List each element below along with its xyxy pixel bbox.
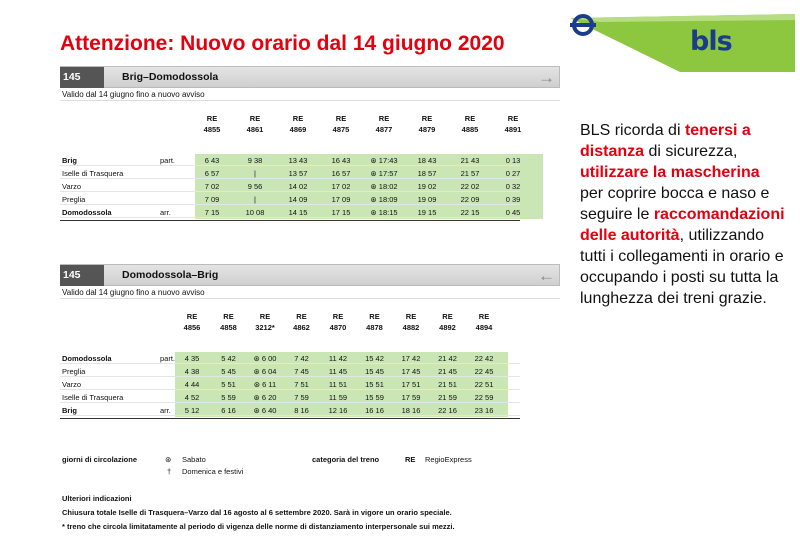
- train-number: 4875: [332, 125, 350, 134]
- notes-heading: Ulteriori indicazioni: [62, 494, 132, 503]
- train-category: RE: [421, 114, 433, 123]
- stop-flag: part.: [160, 354, 176, 363]
- time-cell: 21 59: [438, 393, 457, 402]
- time-cell: 11 59: [328, 393, 348, 402]
- bls-logo: [570, 14, 795, 72]
- notes-line2: * treno che circola limitatamente al periodo di vigenza delle norme di distanziamento interpersonale sui mezzi.: [62, 522, 455, 531]
- time-cell: 13 43: [288, 156, 308, 165]
- time-cell: 7 15: [204, 208, 220, 217]
- time-cell: 8 16: [294, 406, 309, 415]
- stop-name: Varzo: [62, 380, 82, 389]
- time-cell: ⊛ 6 04: [253, 367, 277, 376]
- route-bar: [60, 264, 560, 286]
- arrow-left-icon: ←: [538, 266, 555, 285]
- time-cell: 22 15: [460, 208, 480, 217]
- time-cell: 4 44: [184, 380, 200, 389]
- time-cell: 22 02: [460, 182, 480, 191]
- time-cell: 22 59: [474, 393, 494, 402]
- train-number: 4878: [366, 323, 383, 332]
- stop-flag: arr.: [160, 208, 171, 217]
- time-cell: 21 42: [438, 354, 457, 363]
- time-cell: 0 32: [505, 182, 521, 191]
- train-category: RE: [442, 312, 453, 321]
- time-cell: 11 42: [328, 354, 348, 363]
- train-category: RE: [249, 114, 261, 123]
- time-cell: 21 57: [460, 169, 480, 178]
- time-cell: |: [254, 169, 256, 178]
- time-cell: 7 09: [204, 195, 220, 204]
- stop-name: Iselle di Trasquera: [62, 169, 124, 178]
- notes-line1: Chiusura totale Iselle di Trasquera–Varzo dal 16 agosto al 6 settembre 2020. Sarà in vigore un orario speciale.: [62, 508, 452, 517]
- train-number: 4879: [418, 125, 436, 134]
- time-cell: ⊛ 6 40: [253, 406, 277, 415]
- time-cell: 0 45: [505, 208, 521, 217]
- legend-sabato: Sabato: [182, 455, 206, 464]
- time-cell: 17 42: [401, 354, 421, 363]
- time-cell: 6 16: [221, 406, 236, 415]
- stop-name: Preglia: [62, 367, 86, 376]
- safety-highlight: tenersi a distanza: [580, 122, 751, 160]
- stop-flag: arr.: [160, 406, 171, 415]
- safety-text: BLS ricorda di: [580, 122, 685, 139]
- time-cell: ⊛ 17:43: [370, 156, 398, 165]
- legend-category-label: categoria del treno: [312, 455, 380, 464]
- train-category: RE: [292, 114, 304, 123]
- time-cell: 15 51: [365, 380, 384, 389]
- time-cell: 11 51: [328, 380, 348, 389]
- time-cell: 15 45: [365, 367, 384, 376]
- route-number: 145: [60, 67, 104, 88]
- train-category: RE: [378, 114, 390, 123]
- table-row: [60, 352, 520, 364]
- time-cell: ⊛ 17:57: [370, 169, 398, 178]
- table-row: [60, 365, 520, 377]
- train-number: 4858: [220, 323, 237, 332]
- table-row: [60, 404, 520, 416]
- time-cell: ⊛ 6 11: [253, 380, 277, 389]
- time-cell: 13 57: [288, 169, 308, 178]
- safety-highlight: utilizzare la mascherina: [580, 164, 760, 181]
- table-row: [60, 378, 520, 390]
- train-category: RE: [259, 312, 271, 321]
- stop-name: Varzo: [62, 182, 82, 191]
- table-row: [60, 180, 520, 192]
- time-cell: |: [254, 195, 256, 204]
- legend-circulation-label: giorni di circolazione: [62, 455, 138, 464]
- time-cell: 9 38: [247, 156, 263, 165]
- time-cell: 4 35: [184, 354, 200, 363]
- time-cell: 17 15: [331, 208, 351, 217]
- time-cell: 21 45: [438, 367, 457, 376]
- time-cell: 15 42: [365, 354, 384, 363]
- time-cell: 22 45: [474, 367, 494, 376]
- time-cell: 18 16: [401, 406, 421, 415]
- train-number: 4869: [289, 125, 307, 134]
- time-cell: 19 15: [417, 208, 437, 217]
- time-cell: 18 43: [417, 156, 437, 165]
- time-cell: ⊛ 18:15: [370, 208, 398, 217]
- train-number: 4892: [439, 323, 456, 332]
- train-number: 4885: [461, 125, 479, 134]
- stop-name: Domodossola: [62, 354, 112, 363]
- table-end-line: [60, 220, 520, 221]
- time-cell: 22 09: [460, 195, 480, 204]
- train-category: RE: [335, 114, 347, 123]
- time-cell: 5 51: [221, 380, 236, 389]
- time-cell: 17 51: [401, 380, 421, 389]
- time-cell: 17 02: [331, 182, 351, 191]
- time-cell: ⊛ 18:09: [370, 195, 398, 204]
- time-cell: 7 42: [294, 354, 309, 363]
- table-row: [60, 154, 520, 166]
- time-cell: 7 02: [204, 182, 220, 191]
- logo-text: bls: [690, 26, 732, 57]
- train-number: 4856: [183, 323, 201, 332]
- saturday-icon: ⊛: [165, 455, 172, 464]
- train-category: RE: [405, 312, 417, 321]
- time-cell: 5 45: [221, 367, 236, 376]
- time-cell: 7 45: [294, 367, 309, 376]
- time-cell: 5 59: [221, 393, 236, 402]
- time-cell: 16 43: [331, 156, 351, 165]
- time-cell: ⊛ 6 00: [253, 354, 277, 363]
- stop-name: Domodossola: [62, 208, 112, 217]
- bls-symbol-icon: [570, 14, 596, 36]
- train-category: RE: [464, 114, 476, 123]
- time-cell: 17 45: [401, 367, 421, 376]
- train-category: RE: [186, 312, 198, 321]
- safety-highlight: raccomandazioni delle autorità: [580, 206, 785, 244]
- train-number: 4861: [246, 125, 264, 134]
- time-cell: 7 51: [294, 380, 309, 389]
- time-cell: 9 56: [247, 182, 263, 191]
- train-number: 4862: [293, 323, 310, 332]
- time-cell: 18 57: [417, 169, 437, 178]
- train-category: RE: [507, 114, 519, 123]
- time-cell: 17 59: [401, 393, 421, 402]
- time-cell: 17 09: [331, 195, 351, 204]
- train-category: RE: [478, 312, 490, 321]
- arrow-right-icon: →: [538, 68, 555, 87]
- train-number: 4877: [375, 125, 393, 134]
- safety-text: , utilizzando tutti i collegamenti in orario e occupando i posti su tutta la lunghezza dei treni grazie.: [580, 227, 784, 307]
- safety-text: per coprire bocca e naso e seguire le: [580, 185, 770, 223]
- time-cell: 21 43: [460, 156, 480, 165]
- train-category: RE: [369, 312, 380, 321]
- train-category: RE: [296, 312, 307, 321]
- time-cell: 23 16: [474, 406, 494, 415]
- time-cell: 22 16: [438, 406, 457, 415]
- table-row: [60, 206, 520, 218]
- table-end-line: [60, 418, 520, 419]
- time-cell: 16 57: [331, 169, 351, 178]
- time-cell: 7 59: [294, 393, 309, 402]
- safety-message: [580, 120, 785, 309]
- time-cell: 19 02: [417, 182, 437, 191]
- time-cell: 0 13: [505, 156, 521, 165]
- legend-festivi: Domenica e festivi: [182, 467, 244, 476]
- train-category: RE: [223, 312, 234, 321]
- time-cell: 14 15: [288, 208, 308, 217]
- table-row: [60, 167, 520, 179]
- time-cell: 6 57: [204, 169, 220, 178]
- train-number: 4894: [475, 323, 493, 332]
- stop-name: Brig: [62, 406, 77, 415]
- route-name: Brig–Domodossola: [122, 71, 219, 83]
- time-cell: 14 09: [288, 195, 308, 204]
- validity-text: Valido dal 14 giugno fino a nuovo avviso: [60, 88, 560, 101]
- time-cell: 4 38: [184, 367, 200, 376]
- time-cell: 11 45: [328, 367, 348, 376]
- train-number: 3212*: [255, 323, 275, 332]
- time-cell: 6 43: [204, 156, 220, 165]
- table-row: [60, 193, 520, 205]
- train-category: RE: [206, 114, 218, 123]
- train-number: 4855: [203, 125, 221, 134]
- time-cell: 22 51: [474, 380, 494, 389]
- stop-name: Iselle di Trasquera: [62, 393, 124, 402]
- time-cell: ⊛ 6 20: [253, 393, 277, 402]
- train-number: 4891: [504, 125, 522, 134]
- time-cell: 19 09: [417, 195, 437, 204]
- time-cell: 16 16: [365, 406, 384, 415]
- train-category: RE: [332, 312, 344, 321]
- stop-flag: part.: [160, 156, 176, 165]
- time-cell: 15 59: [365, 393, 384, 402]
- time-cell: 21 51: [438, 380, 457, 389]
- legend-category-code: RE: [405, 455, 416, 464]
- train-number: 4882: [402, 323, 420, 332]
- time-cell: 5 42: [221, 354, 236, 363]
- legend-category-name: RegioExpress: [425, 455, 472, 464]
- route-bar: [60, 66, 560, 88]
- time-cell: ⊛ 18:02: [370, 182, 398, 191]
- time-cell: 14 02: [288, 182, 308, 191]
- page-title: Attenzione: Nuovo orario dal 14 giugno 2020: [60, 32, 505, 55]
- timetable-brig-domodossola: [60, 66, 560, 217]
- time-cell: 4 52: [184, 393, 200, 402]
- safety-text: di sicurezza,: [644, 143, 738, 160]
- route-name: Domodossola–Brig: [122, 269, 219, 281]
- time-cell: 0 39: [505, 195, 521, 204]
- cross-icon: †: [167, 467, 172, 476]
- timetable-domodossola-brig: [60, 264, 560, 415]
- table-row: [60, 391, 520, 403]
- logo-background: [570, 14, 795, 72]
- stop-name: Preglia: [62, 195, 86, 204]
- time-cell: 12 16: [328, 406, 348, 415]
- time-cell: 5 12: [184, 406, 200, 415]
- time-cell: 22 42: [474, 354, 494, 363]
- stop-name: Brig: [62, 156, 77, 165]
- validity-text: Valido dal 14 giugno fino a nuovo avviso: [60, 286, 560, 299]
- train-number: 4870: [329, 323, 347, 332]
- route-number: 145: [60, 265, 104, 286]
- time-cell: 0 27: [505, 169, 521, 178]
- time-cell: 10 08: [245, 208, 265, 217]
